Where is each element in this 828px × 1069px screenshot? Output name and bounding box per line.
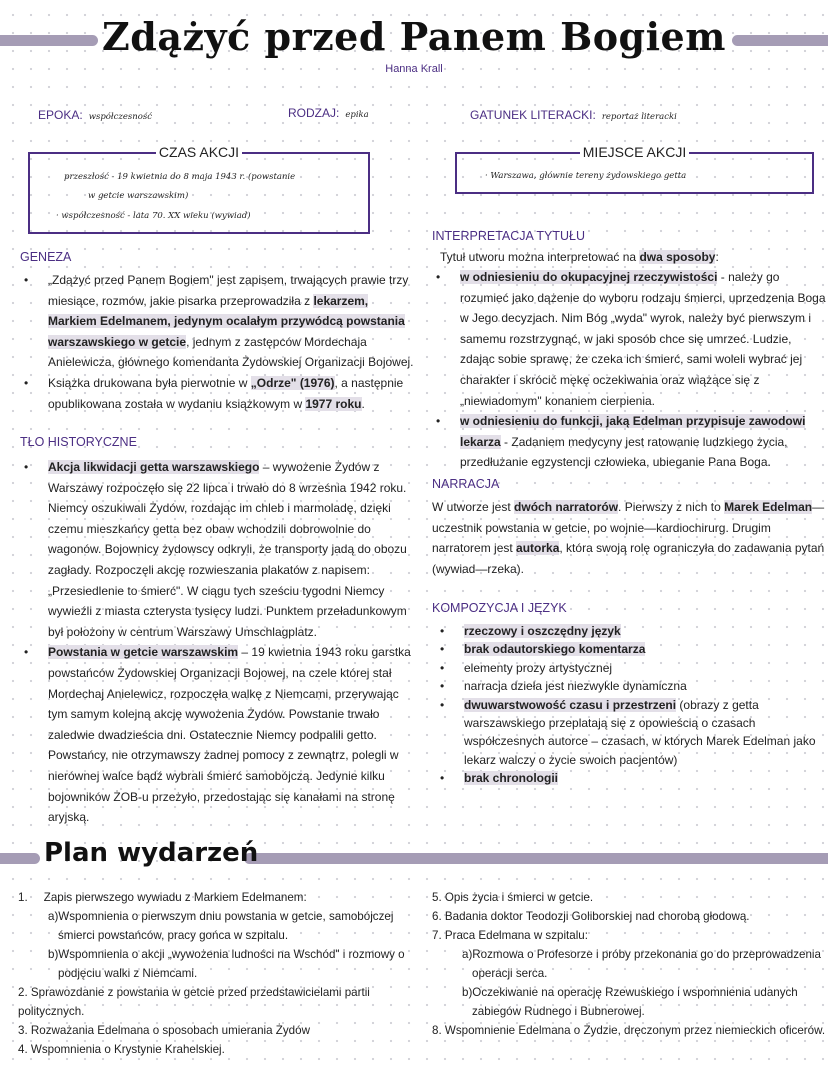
highlighted-text: dwa sposoby	[639, 250, 716, 264]
page-title: Zdążyć przed Panem Bogiem	[102, 14, 726, 59]
plan-item: 1. Zapis pierwszego wywiadu z Markiem Edelmanem:	[18, 891, 307, 904]
highlighted-text: rzeczowy i oszczędny język	[464, 624, 621, 638]
list-item	[436, 696, 828, 770]
interpretacja-list	[432, 267, 828, 473]
text-segment: .	[361, 396, 365, 411]
interpretacja-heading: INTERPRETACJA TYTUŁU	[432, 229, 586, 243]
highlighted-text: lekarzem, Markiem Edelmanem, jedynym ocalałym przywódcą powstania warszawskiego w getcie	[48, 293, 405, 349]
text-segment: , a następnie opublikowana została w wydaniu książkowym w	[48, 375, 404, 411]
highlighted-text: Akcja likwidacji getta warszawskiego	[48, 460, 260, 474]
highlighted-text: dwóch narratorów	[514, 500, 619, 514]
text-segment: (obrazy z getta warszawskiego przeplatają się z opowieścią o czasach współczesnych autorce – czasach, w których Marek Edelman jako lekarz walczy o życie swoich pacjentów)	[464, 697, 816, 767]
list-item	[436, 659, 828, 677]
kompozycja-heading: KOMPOZYCJA I JĘZYK	[432, 601, 567, 615]
text-segment: „Zdążyć przed Panem Bogiem" jest zapisem, trwających prawie trzy miesiące, rozmów, jakie pisarka przeprowadziła z	[48, 273, 409, 308]
highlighted-text: dwuwarstwowość czasu i przestrzeni	[464, 697, 677, 712]
text-segment: , która swoją rolę ograniczyła do zadawania pytań (wywiad—rzeka).	[432, 541, 825, 576]
plan-subitem: b)Oczekiwanie na operację Rzewuskiego i wspomnienia udanych zabiegów Rudnego i Bubnerowej.	[462, 986, 798, 1018]
text-segment: - Zadaniem medycyny jest ratowanie ludzkiego życia, przedłużanie egzystencji człowieka, ubieganie Pana Boga.	[460, 434, 788, 470]
tlo-list	[20, 457, 420, 828]
text-segment: . Pierwszy z nich to	[618, 500, 725, 514]
interpretacja-intro	[440, 247, 828, 268]
tlo-heading: TŁO HISTORYCZNE	[20, 435, 137, 449]
rodzaj-field	[288, 104, 369, 122]
list-item	[20, 270, 420, 373]
highlighted-text: brak chronologii	[464, 771, 559, 786]
text-segment: W utworze jest	[432, 500, 515, 514]
plan-item: 3. Rozważania Edelmana o sposobach umierania Żydów	[18, 1024, 310, 1037]
plan-subitem: a)Wspomnienia o pierwszym dniu powstania w getcie, samobójczej śmierci powstańców, pracy gońca w szpitalu.	[48, 910, 394, 942]
plan-list-right	[432, 888, 828, 1040]
rodzaj-value: epika	[345, 110, 369, 120]
gatunek-label: GATUNEK LITERACKI:	[470, 108, 596, 122]
plan-bar-right	[244, 853, 828, 864]
miejsce-akcji-title: MIEJSCE AKCJI	[580, 144, 689, 160]
list-item	[20, 457, 420, 642]
text-segment: elementy prozy artystycznej	[464, 660, 613, 675]
czas-akcji-line: · współczesność - lata 70. XX wieku (wywiad)	[56, 211, 251, 221]
plan-list-left	[18, 888, 426, 1059]
epoka-label: EPOKA:	[38, 108, 83, 122]
list-item	[432, 267, 828, 411]
plan-subitem: a)Rozmowa o Profesorze i próby przekonania go do przeprowadzenia operacji serca.	[462, 948, 821, 980]
highlighted-text: autorka	[516, 541, 560, 556]
gatunek-field	[470, 106, 677, 124]
list-item	[436, 622, 828, 640]
highlighted-text: 1977 roku	[305, 396, 362, 411]
highlighted-text: „Odrze" (1976)	[250, 375, 335, 390]
czas-akcji-box	[28, 144, 370, 234]
text-segment: Tytuł utworu można interpretować na	[440, 250, 640, 264]
miejsce-akcji-text: · Warszawa, głównie tereny żydowskiego getta	[485, 171, 687, 181]
text-segment: Książka drukowana była pierwotnie w	[48, 375, 251, 390]
text-segment: narracja dzieła jest niezwykle dynamiczna	[464, 679, 687, 694]
list-item	[20, 642, 420, 827]
text-segment: – 19 kwietnia 1943 roku garstka powstańców Żydowskiej Organizacji Bojowej, na czele której stał Mordechaj Anielewicz, rozpoczęła walkę z Niemcami, przerywając tym samym kolejną akcję wywożenia Żydów. Powstanie trwało zaledwie dwadzieścia dni. Ostatecznie Niemcy podpalili getto. Powstańcy, nie otrzymawszy żadnej pomocy z zewnątrz, polegli w nierównej walce bądź wybrali śmierć samobójczą. Jedynie kilku bojowników ŻOB-u przeżyło, przedostając się kanałami na stronę aryjską.	[48, 645, 411, 825]
epoka-field	[38, 106, 152, 124]
list-item	[432, 411, 828, 473]
text-segment: - należy go rozumieć jako dążenie do wyboru rodzaju śmierci, uprzedzenia Boga w Jego decyzjach. Nim Bóg „wyda" wyrok, należy być pierwszym i samemu rozstrzygnąć, w jaki sposób chce się umrzeć. Ludzie, zdając sobie sprawę, że czeka ich śmierć, sami woleli wybrać jej charakter i skrócić mękę oczekiwania oraz wiążące się z „niewiadomym" konaniem cierpienia.	[460, 270, 826, 408]
highlighted-text: Powstania w getcie warszawskim	[48, 645, 239, 660]
highlighted-text: w odniesieniu do funkcji, jaką Edelman przypisuje zawodowi lekarza	[460, 414, 806, 449]
highlighted-text: brak odautorskiego komentarza	[464, 642, 646, 657]
text-segment: – wywożenie Żydów z Warszawy rozpoczęło się 22 lipca i trwało do 8 września 1942 roku. Niemcy oszukiwali Żydów, rozdając im chleb i marmoladę, dzięki czemu mieszkańcy getta bez obaw wchodzili dobrowolnie do wagonów. Bojownicy żydowscy odkryli, że transporty jadą do obozu zagłady. Rozpoczęli akcję rozwieszania plakatów z napisem: „Przesiedlenie to śmierć". W ciągu tych sześciu tygodni Niemcy wywieźli z miasta czterysta tysięcy ludzi. Punktem przeładunkowym był położony w centrum Warszawy Umschlagplatz.	[48, 460, 407, 639]
czas-akcji-line: w getcie warszawskim)	[88, 191, 189, 201]
highlighted-text: w odniesieniu do okupacyjnej rzeczywistości	[460, 270, 718, 284]
list-item	[436, 677, 828, 695]
narracja-heading: NARRACJA	[432, 477, 500, 491]
author: Hanna Krall	[385, 63, 443, 75]
kompozycja-list	[436, 622, 828, 788]
gatunek-value: reportaż literacki	[601, 112, 677, 122]
geneza-list	[20, 270, 420, 414]
czas-akcji-line: przeszłość - 19 kwietnia do 8 maja 1943 r. (powstanie	[64, 172, 296, 182]
plan-bar-left	[0, 853, 40, 864]
plan-item: 7. Praca Edelmana w szpitalu:	[432, 929, 588, 942]
epoka-value: współczesność	[88, 112, 152, 122]
miejsce-akcji-box	[455, 144, 814, 194]
plan-item: 8. Wspomnienie Edelmana o Żydzie, dręczonym przez niemieckich oficerów.	[432, 1024, 826, 1037]
plan-item: 6. Badania doktor Teodozji Goliborskiej nad chorobą głodową.	[432, 910, 750, 923]
plan-item: 4. Wspomnienia o Krystynie Krahelskiej.	[18, 1043, 225, 1056]
list-item	[436, 769, 828, 787]
plan-subitem: b)Wspomnienia o akcji „wywożenia ludności na Wschód" i rozmowy o podjęciu walki z Niemcami.	[48, 948, 405, 980]
text-segment: —uczestnik powstania w getcie, po wojnie—kardiochirurg. Drugim narratorem jest	[432, 500, 825, 556]
narracja-text	[432, 497, 826, 579]
rodzaj-label: RODZAJ:	[288, 106, 340, 120]
text-segment: , jednym z zastępców Mordechaja Anielewicza, głównego komendanta Żydowskiej Organizacji Bojowej.	[48, 334, 414, 370]
list-item	[436, 640, 828, 658]
highlighted-text: Marek Edelman	[724, 500, 813, 514]
plan-item: 2. Sprawozdanie z powstania w getcie przed przedstawicielami partii politycznych.	[18, 986, 370, 1018]
czas-akcji-title: CZAS AKCJI	[156, 144, 242, 160]
plan-heading: Plan wydarzeń	[44, 838, 259, 868]
geneza-heading: GENEZA	[20, 250, 72, 264]
text-segment: :	[715, 250, 719, 264]
list-item	[20, 373, 420, 414]
plan-item: 5. Opis życia i śmierci w getcie.	[432, 891, 594, 904]
